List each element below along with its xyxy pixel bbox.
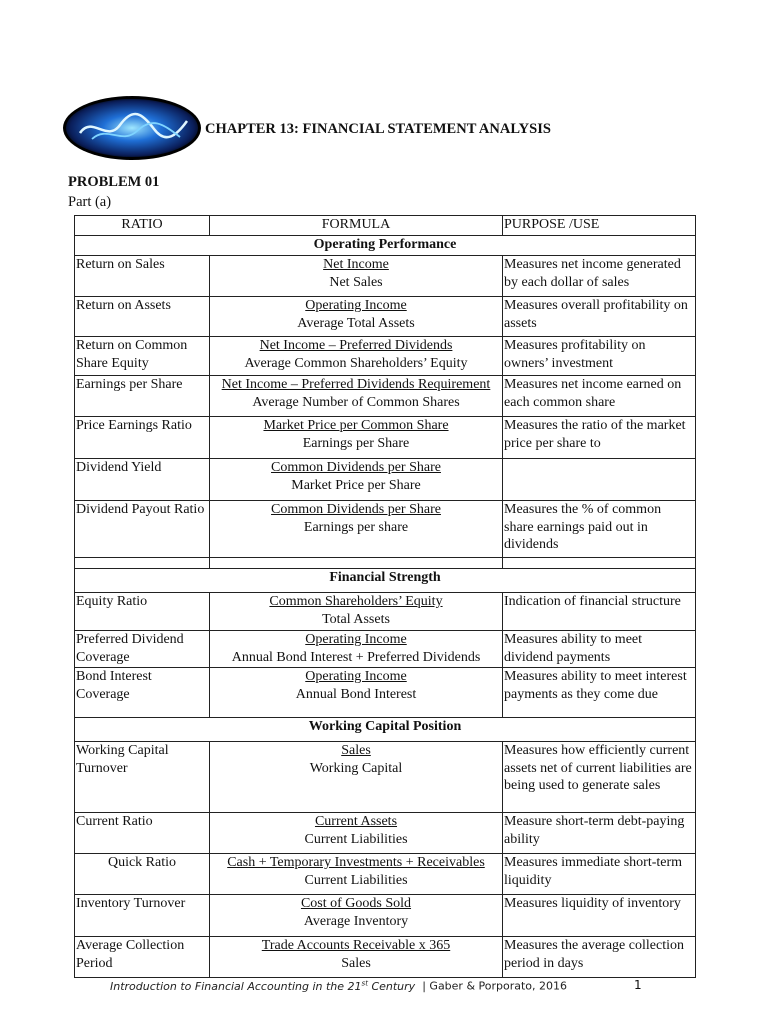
footer-separator: | <box>422 979 426 993</box>
formula-denominator: Market Price per Share <box>291 477 421 493</box>
purpose-cell: Measures immediate short-term liquidity <box>503 854 696 895</box>
part-label: Part (a) <box>68 194 112 210</box>
column-header-purpose: PURPOSE /USE <box>503 216 696 236</box>
table-row <box>75 417 696 459</box>
formula-cell <box>210 376 503 417</box>
formula-denominator: Current Liabilities <box>304 872 408 888</box>
ratio-name: Dividend Payout Ratio <box>75 501 210 558</box>
ratio-name: Return on Common Share Equity <box>75 337 210 376</box>
footer-book-title: Introduction to Financial Accounting in the 21st Century <box>110 979 416 993</box>
section-title: Working Capital Position <box>75 718 696 742</box>
purpose-cell: Measures the % of common share earnings paid out in dividends <box>503 501 696 558</box>
ratio-name: Return on Assets <box>75 297 210 337</box>
formula-cell <box>210 337 503 376</box>
section-row <box>75 569 696 593</box>
formula-numerator: Operating Income <box>305 298 407 313</box>
formula-cell <box>210 742 503 813</box>
ratio-name: Quick Ratio <box>75 854 210 895</box>
ratio-name: Equity Ratio <box>75 593 210 631</box>
page-footer <box>110 979 567 993</box>
ratio-name: Preferred Dividend Coverage <box>75 631 210 668</box>
purpose-cell: Measures liquidity of inventory <box>503 895 696 937</box>
formula-denominator: Average Number of Common Shares <box>252 394 460 410</box>
formula-cell <box>210 937 503 978</box>
ratio-name: Earnings per Share <box>75 376 210 417</box>
formula-denominator: Earnings per share <box>303 519 409 535</box>
ratio-name: Working Capital Turnover <box>75 742 210 813</box>
problem-heading: PROBLEM 01 <box>68 174 160 190</box>
formula-numerator: Common Dividends per Share <box>271 502 441 517</box>
purpose-cell: Measures ability to meet interest payments as they come due <box>503 668 696 718</box>
blank-cell <box>210 558 503 569</box>
ratio-name: Inventory Turnover <box>75 895 210 937</box>
table-header-row <box>75 216 696 236</box>
formula-denominator: Average Total Assets <box>297 315 415 331</box>
formula-numerator: Cash + Temporary Investments + Receivables <box>227 855 485 870</box>
table-row <box>75 297 696 337</box>
ratio-table <box>74 215 696 978</box>
formula-denominator: Current Liabilities <box>304 831 408 847</box>
table-row <box>75 668 696 718</box>
purpose-cell: Measures net income earned on each common share <box>503 376 696 417</box>
formula-numerator: Market Price per Common Share <box>263 418 449 433</box>
column-header-ratio: RATIO <box>75 216 210 236</box>
footer-authors: Gaber & Porporato, 2016 <box>429 979 568 993</box>
table-row <box>75 256 696 297</box>
table-row <box>75 459 696 501</box>
purpose-cell: Measures ability to meet dividend payments <box>503 631 696 668</box>
formula-denominator: Annual Bond Interest <box>295 686 417 702</box>
formula-cell <box>210 854 503 895</box>
formula-numerator: Cost of Goods Sold <box>300 896 412 911</box>
table-row <box>75 501 696 558</box>
section-row <box>75 718 696 742</box>
table-row <box>75 742 696 813</box>
formula-denominator: Total Assets <box>322 611 390 627</box>
purpose-cell: Measures the average collection period in days <box>503 937 696 978</box>
table-row <box>75 376 696 417</box>
section-row <box>75 236 696 256</box>
table-row <box>75 854 696 895</box>
formula-numerator: Net Income <box>323 257 389 272</box>
blank-cell <box>75 558 210 569</box>
purpose-cell: Measures profitability on owners’ investment <box>503 337 696 376</box>
purpose-cell: Measures the ratio of the market price per share to <box>503 417 696 459</box>
formula-denominator: Average Common Shareholders’ Equity <box>244 355 468 371</box>
formula-numerator: Common Shareholders’ Equity <box>269 594 443 609</box>
page-number: 1 <box>634 978 642 992</box>
formula-numerator: Net Income – Preferred Dividends <box>259 338 453 353</box>
formula-numerator: Operating Income <box>305 632 407 647</box>
chapter-logo <box>62 95 202 161</box>
purpose-cell <box>503 459 696 501</box>
purpose-cell: Measures overall profitability on assets <box>503 297 696 337</box>
purpose-cell: Measures how efficiently current assets net of current liabilities are being used to generate sales <box>503 742 696 813</box>
blank-cell <box>503 558 696 569</box>
formula-cell <box>210 895 503 937</box>
formula-cell <box>210 593 503 631</box>
formula-cell <box>210 459 503 501</box>
ratio-name: Bond Interest Coverage <box>75 668 210 718</box>
formula-cell <box>210 631 503 668</box>
ratio-name: Dividend Yield <box>75 459 210 501</box>
column-header-formula: FORMULA <box>210 216 503 236</box>
formula-denominator: Earnings per Share <box>302 435 410 451</box>
purpose-cell: Measures net income generated by each dollar of sales <box>503 256 696 297</box>
formula-numerator: Current Assets <box>314 814 398 829</box>
table-row <box>75 631 696 668</box>
ratio-name: Price Earnings Ratio <box>75 417 210 459</box>
formula-cell <box>210 256 503 297</box>
formula-numerator: Trade Accounts Receivable x 365 <box>261 938 451 953</box>
formula-numerator: Operating Income <box>305 669 407 684</box>
formula-denominator: Working Capital <box>309 760 403 776</box>
formula-cell <box>210 297 503 337</box>
table-row <box>75 337 696 376</box>
formula-cell <box>210 417 503 459</box>
formula-denominator: Net Sales <box>329 274 383 290</box>
table-row <box>75 813 696 854</box>
formula-cell <box>210 813 503 854</box>
section-title: Operating Performance <box>75 236 696 256</box>
purpose-cell: Indication of financial structure <box>503 593 696 631</box>
formula-numerator: Net Income – Preferred Dividends Requirement <box>221 377 491 392</box>
table-row <box>75 937 696 978</box>
formula-denominator: Sales <box>341 955 371 971</box>
formula-numerator: Common Dividends per Share <box>271 460 441 475</box>
ratio-name: Current Ratio <box>75 813 210 854</box>
blank-row <box>75 558 696 569</box>
formula-denominator: Average Inventory <box>303 913 409 929</box>
ratio-name: Average Collection Period <box>75 937 210 978</box>
formula-cell <box>210 668 503 718</box>
formula-numerator: Sales <box>341 743 371 758</box>
chapter-title: CHAPTER 13: FINANCIAL STATEMENT ANALYSIS <box>205 121 551 137</box>
section-title: Financial Strength <box>75 569 696 593</box>
purpose-cell: Measure short-term debt-paying ability <box>503 813 696 854</box>
formula-cell <box>210 501 503 558</box>
table-row <box>75 593 696 631</box>
table-row <box>75 895 696 937</box>
ratio-name: Return on Sales <box>75 256 210 297</box>
formula-denominator: Annual Bond Interest + Preferred Dividends <box>231 649 481 665</box>
